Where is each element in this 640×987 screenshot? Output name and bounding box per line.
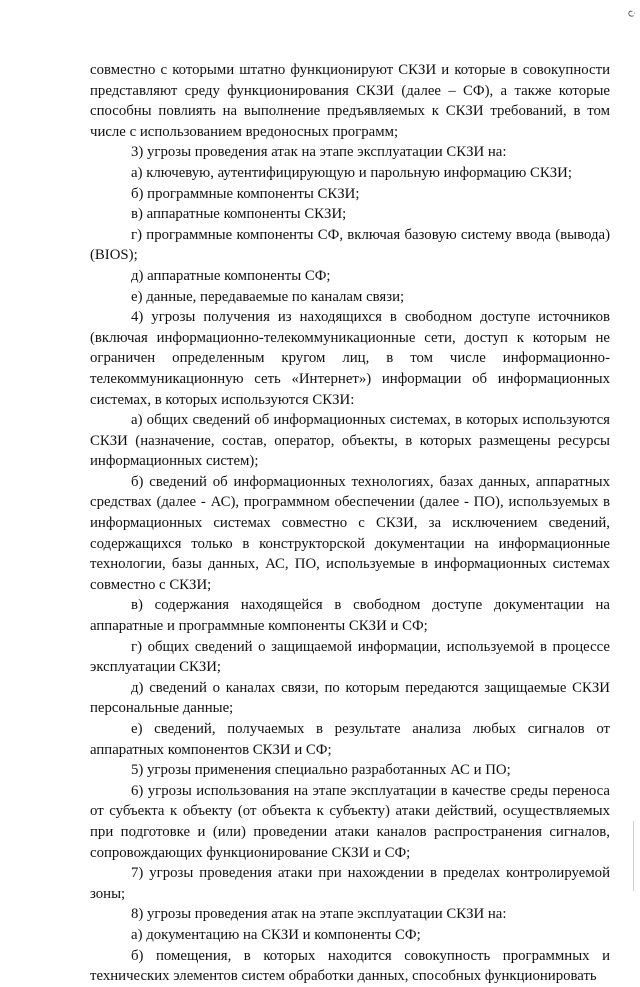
paragraph: а) общих сведений об информационных системах, в которых используются СКЗИ (назначение, состав, оператор, объекты, в которых размещены ресурсы информационных систем); xyxy=(90,412,610,470)
document-body xyxy=(90,60,610,987)
paragraph: 6) угрозы использования на этапе эксплуатации в качестве среды переноса от субъекта к объекту (от объекта к субъекту) атаки действий, осуществляемых при подготовке и (или) проведении атаки каналов распространения сигналов, сопровождающих функционирование СКЗИ и СФ; xyxy=(90,782,610,861)
paragraph: в) аппаратные компоненты СКЗИ; xyxy=(131,206,347,223)
paragraph: 5) угрозы применения специально разработанных АС и ПО; xyxy=(131,762,511,779)
paragraph: 4) угрозы получения из находящихся в свободном доступе источников (включая информационно-телекоммуникационные сети, доступ к которым не ограничен определенным кругом лиц, в том числе информационно-телекоммуникационную сеть «Интернет») информации об информационных системах, в которых используются СКЗИ: xyxy=(90,309,610,408)
page-edge-shadow xyxy=(633,821,640,891)
paragraph: а) документацию на СКЗИ и компоненты СФ; xyxy=(131,926,421,943)
paragraph: 3) угрозы проведения атак на этапе эксплуатации СКЗИ на: xyxy=(131,144,507,161)
paragraph: 8) угрозы проведения атак на этапе эксплуатации СКЗИ на: xyxy=(131,906,507,923)
paragraph: а) ключевую, аутентифицирующую и парольную информацию СКЗИ; xyxy=(131,164,572,181)
paragraph: б) сведений об информационных технологиях, базах данных, аппаратных средствах (далее - АС), программном обеспечении (далее - ПО), используемых в информационных системах совместно с СКЗИ, за исключением сведений, содержащихся только в конструкторской документации на информационные технологии, базы данных, АС, ПО, используемые в информационных системах совместно с СКЗИ; xyxy=(90,473,610,593)
paragraph: г) программные компоненты СФ, включая базовую систему ввода (вывода) (BIOS); xyxy=(90,226,610,264)
edge-mark: ن xyxy=(627,10,638,18)
paragraph: д) аппаратные компоненты СФ; xyxy=(131,267,331,284)
paragraph: 7) угрозы проведения атаки при нахождении в пределах контролируемой зоны; xyxy=(90,865,610,902)
paragraph: в) содержания находящейся в свободном доступе документации на аппаратные и программные компоненты СКЗИ и СФ; xyxy=(90,597,610,635)
paragraph: е) данные, передаваемые по каналам связи; xyxy=(131,288,405,305)
paragraph: б) программные компоненты СКЗИ; xyxy=(131,185,360,202)
paragraph: совместно с которыми штатно функционируют СКЗИ и которые в совокупности представляют среду функционирования СКЗИ (далее – СФ), а также которые способны повлиять на выполнение предъявляемых к СКЗИ требований, в том числе с использованием вредоносных программ; xyxy=(90,62,610,140)
paragraph: д) сведений о каналах связи, по которым передаются защищаемые СКЗИ персональные данные; xyxy=(90,679,610,717)
paragraph: е) сведений, получаемых в результате анализа любых сигналов от аппаратных компонентов СКЗИ и СФ; xyxy=(90,721,610,758)
paragraph: б) помещения, в которых находится совокупность программных и технических элементов систем обработки данных, способных функционировать xyxy=(90,947,610,985)
paragraph: г) общих сведений о защищаемой информации, используемой в процессе эксплуатации СКЗИ; xyxy=(90,638,610,676)
